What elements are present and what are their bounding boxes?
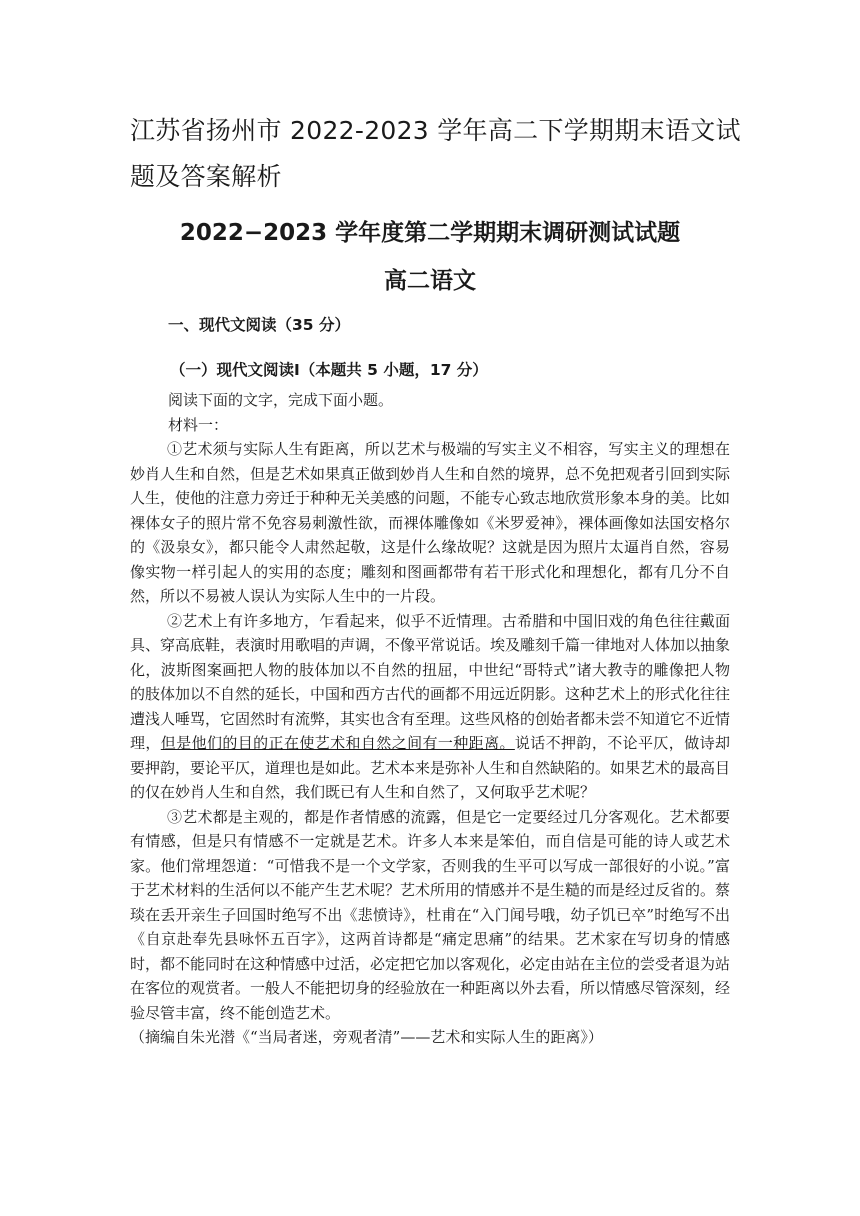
reading-passage [130, 388, 730, 1050]
instruction-text: 阅读下面的文字，完成下面小题。 [168, 391, 394, 409]
paragraph-2-text-b: 说话不押韵，不论平仄，做诗却要押韵，要论平仄，道理也是如此。艺术本来是弥补人生和自然缺陷的。如果艺术的最高目的仅在妙肖人生和自然，我们既已有人生和自然了，又何取乎艺术呢？ [130, 734, 731, 801]
section-heading: 一、现代文阅读（35 分） [168, 316, 350, 334]
underlined-sentence: 但是他们的目的正在使艺术和自然之间有一种距离。 [160, 734, 515, 752]
document-title: 江苏省扬州市 2022-2023 学年高二下学期期末语文试题及答案解析 [130, 116, 741, 191]
subsection-heading: （一）现代文阅读Ⅰ（本题共 5 小题，17 分） [170, 361, 488, 379]
paragraph-2-text-a: ②艺术上有许多地方，乍看起来，似乎不近情理。古希腊和中国旧戏的角色往往戴面具、穿高底鞋，表演时用歌唱的声调，不像平常说话。埃及雕刻千篇一律地对人体加以抽象化，波斯图案画把人物的肢体加以不自然的扭屈，中世纪“哥特式”诸大教寺的雕像把人物的肢体加以不自然的延长，中国和西方古代的画都不用远近阴影。这种艺术上的形式化往往遭浅人唾骂，它固然时有流弊，其实也含有至理。这些风格的创始者都未尝不知道它不近情理， [130, 611, 731, 752]
paragraph-1: ①艺术须与实际人生有距离，所以艺术与极端的写实主义不相容，写实主义的理想在妙肖人生和自然，但是艺术如果真正做到妙肖人生和自然的境界，总不免把观者引回到实际人生，使他的注意力旁迁于种种无关美感的问题，不能专心致志地欣赏形象本身的美。比如裸体女子的照片常不免容易刺激性欲，而裸体雕像如《米罗爱神》，裸体画像如法国安格尔的《汲泉女》，都只能令人肃然起敬，这是什么缘故呢？这就是因为照片太逼肖自然，容易像实物一样引起人的实用的态度；雕刻和图画都带有若干形式化和理想化，都有几分不自然，所以不易被人误认为实际人生中的一片段。 [130, 440, 731, 605]
subject-title: 高二语文 [384, 268, 476, 294]
exam-title: 2022−2023 学年度第二学期期末调研测试试题 [179, 220, 681, 246]
paragraph-3: ③艺术都是主观的，都是作者情感的流露，但是它一定要经过几分客观化。艺术都要有情感，但是只有情感不一定就是艺术。许多人本来是笨伯，而自信是可能的诗人或艺术家。他们常埋怨道：“可惜我不是一个文学家，否则我的生平可以写成一部很好的小说。”富于艺术材料的生活何以不能产生艺术呢？艺术所用的情感并不是生糙的而是经过反省的。蔡琰在丢开亲生子回国时绝写不出《悲愤诗》，杜甫在“入门闻号哦，幼子饥已卒”时绝写不出《自京赴奉先县咏怀五百字》，这两首诗都是“痛定思痛”的结果。艺术家在写切身的情感时，都不能同时在这种情感中过活，必定把它加以客观化，必定由站在主位的尝受者退为站在客位的观赏者。一般人不能把切身的经验放在一种距离以外去看，所以情感尽管深刻，经验尽管丰富，终不能创造艺术。 [130, 807, 731, 1022]
paragraph-2 [130, 609, 730, 805]
source-citation: （摘编自朱光潜《“当局者迷，旁观者清”——艺术和实际人生的距离》） [130, 1028, 603, 1046]
material-label: 材料一： [168, 415, 229, 434]
